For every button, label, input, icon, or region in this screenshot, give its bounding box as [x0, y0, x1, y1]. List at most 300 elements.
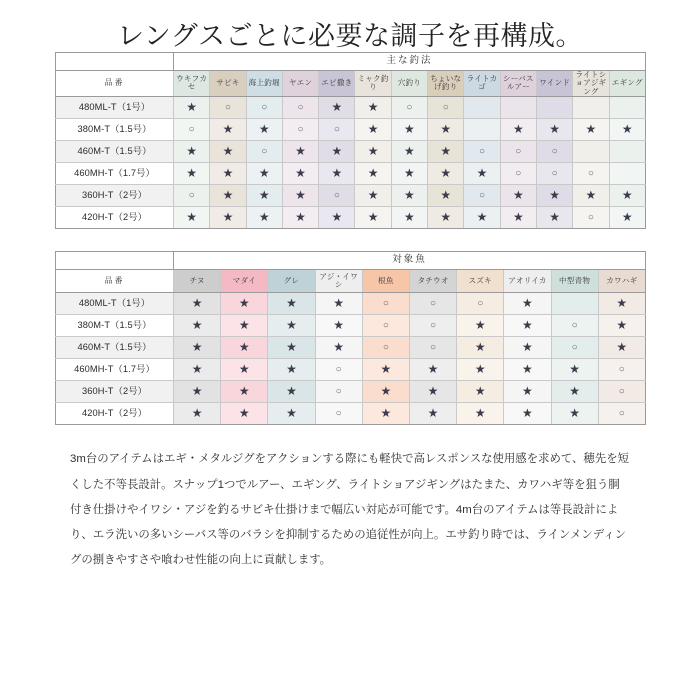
circle-icon: ○: [382, 342, 389, 354]
rating-cell: [210, 119, 246, 141]
star-icon: ★: [367, 121, 379, 136]
rating-cell: [174, 315, 221, 337]
row-label: 420H-T（2号）: [56, 403, 174, 425]
rating-cell: [551, 381, 598, 403]
rating-cell: [319, 207, 355, 229]
rating-cell: [457, 359, 504, 381]
rating-cell: [428, 163, 464, 185]
rating-cell: [504, 315, 551, 337]
rating-cell: [391, 207, 427, 229]
table-row: [56, 403, 646, 425]
star-icon: ★: [367, 143, 379, 158]
circle-icon: ○: [618, 386, 625, 398]
star-icon: ★: [621, 121, 633, 136]
circle-icon: ○: [297, 124, 304, 136]
group-header-blank: [56, 52, 174, 70]
rating-cell: [355, 141, 391, 163]
star-icon: ★: [258, 187, 270, 202]
table-row: [56, 141, 646, 163]
rating-cell: [246, 119, 282, 141]
rating-cell: [221, 337, 268, 359]
row-label: 460M-T（1.5号）: [56, 337, 174, 359]
star-icon: ★: [549, 121, 560, 136]
rating-cell: [315, 403, 362, 425]
circle-icon: ○: [479, 146, 486, 158]
rating-cell: [174, 359, 221, 381]
star-icon: ★: [440, 209, 452, 224]
rating-cell: [536, 185, 572, 207]
rating-cell: [282, 185, 318, 207]
star-icon: ★: [522, 339, 533, 354]
star-icon: ★: [186, 165, 198, 180]
circle-icon: ○: [587, 168, 594, 180]
rating-cell: [409, 381, 456, 403]
circle-icon: ○: [406, 102, 413, 114]
rating-cell: [573, 163, 609, 185]
rating-cell: [464, 97, 500, 119]
rating-cell: [464, 119, 500, 141]
rating-cell: [573, 185, 609, 207]
star-icon: ★: [222, 165, 234, 180]
rating-cell: [504, 293, 551, 315]
column-header-7: スズキ: [457, 270, 504, 293]
rating-cell: [464, 185, 500, 207]
description-paragraph: 3m台のアイテムはエギ・メタルジグをアクションする際にも軽快で高レスポンスな使用感を求めて、穂先を短くした不等長設計。スナップ1つでルアー、エギング、ライトショアジギングはたまた、カワハギ等を狙う胴付き仕掛けやイワシ・アジを釣るサビキ仕掛けまで幅広い対応が可能です。4m台のアイテムは等長設計により、エラ洗いの多いシーバス等のバラシを抑制するための追従性が向上。エサ釣り時では、ラインメンディングの捌きやすさや喰わせ性能の向上に貢献します。: [70, 453, 629, 567]
rating-cell: [536, 141, 572, 163]
rating-cell: [391, 163, 427, 185]
circle-icon: ○: [618, 364, 625, 376]
rating-cell: [174, 141, 210, 163]
star-icon: ★: [404, 143, 415, 158]
rating-cell: [500, 207, 536, 229]
star-icon: ★: [295, 165, 306, 180]
column-header-13: エギング: [609, 70, 645, 97]
star-icon: ★: [404, 165, 415, 180]
star-icon: ★: [191, 339, 203, 354]
star-icon: ★: [404, 121, 415, 136]
star-icon: ★: [238, 361, 250, 376]
rating-cell: [362, 403, 409, 425]
rating-cell: [609, 97, 645, 119]
rating-cell: [355, 119, 391, 141]
circle-icon: ○: [382, 320, 389, 332]
circle-icon: ○: [571, 342, 578, 354]
rating-cell: [428, 207, 464, 229]
rating-cell: [315, 359, 362, 381]
star-icon: ★: [286, 405, 297, 420]
rating-cell: [504, 381, 551, 403]
star-icon: ★: [585, 187, 597, 202]
column-header-6: ミャク釣り: [355, 70, 391, 97]
circle-icon: ○: [335, 364, 342, 376]
rating-cell: [428, 97, 464, 119]
rating-cell: [464, 163, 500, 185]
star-icon: ★: [367, 99, 379, 114]
rating-cell: [319, 141, 355, 163]
star-icon: ★: [295, 187, 306, 202]
star-icon: ★: [367, 209, 379, 224]
rating-cell: [428, 185, 464, 207]
star-icon: ★: [258, 121, 270, 136]
rating-cell: [551, 337, 598, 359]
rating-cell: [246, 163, 282, 185]
rating-cell: [536, 163, 572, 185]
circle-icon: ○: [224, 102, 231, 114]
rating-cell: [268, 381, 315, 403]
star-icon: ★: [440, 187, 452, 202]
rating-cell: [598, 381, 645, 403]
circle-icon: ○: [571, 320, 578, 332]
table-row: [56, 293, 646, 315]
rating-cell: [362, 293, 409, 315]
rating-cell: [551, 315, 598, 337]
circle-icon: ○: [261, 146, 268, 158]
star-icon: ★: [331, 99, 343, 114]
rating-cell: [500, 163, 536, 185]
rating-cell: [174, 337, 221, 359]
rating-cell: [174, 381, 221, 403]
star-icon: ★: [258, 209, 270, 224]
table-row: [56, 97, 646, 119]
table-column-header-row: [56, 270, 646, 293]
table-row: [56, 119, 646, 141]
star-icon: ★: [569, 405, 580, 420]
star-icon: ★: [440, 121, 452, 136]
star-icon: ★: [616, 317, 628, 332]
rating-cell: [409, 293, 456, 315]
circle-icon: ○: [430, 342, 437, 354]
rating-cell: [355, 97, 391, 119]
rating-cell: [573, 97, 609, 119]
rating-cell: [464, 141, 500, 163]
rating-cell: [362, 381, 409, 403]
star-icon: ★: [295, 209, 306, 224]
rating-cell: [536, 97, 572, 119]
rating-cell: [268, 293, 315, 315]
rating-cell: [536, 207, 572, 229]
column-header-8: アオリイカ: [504, 270, 551, 293]
row-label: 480ML-T（1号）: [56, 293, 174, 315]
column-header-part-number: 品番: [56, 70, 174, 97]
rating-cell: [221, 315, 268, 337]
rating-cell: [174, 97, 210, 119]
circle-icon: ○: [382, 298, 389, 310]
column-header-9: 中型青物: [551, 270, 598, 293]
star-icon: ★: [333, 339, 345, 354]
star-icon: ★: [331, 165, 343, 180]
star-icon: ★: [186, 99, 198, 114]
rating-cell: [174, 185, 210, 207]
rating-cell: [362, 359, 409, 381]
table-row: [56, 381, 646, 403]
rating-cell: [428, 119, 464, 141]
circle-icon: ○: [430, 298, 437, 310]
rating-cell: [355, 185, 391, 207]
row-label: 480ML-T（1号）: [56, 97, 174, 119]
rating-cell: [500, 141, 536, 163]
star-icon: ★: [512, 209, 524, 224]
star-icon: ★: [404, 187, 415, 202]
column-header-1: ウキフカセ: [174, 70, 210, 97]
star-icon: ★: [476, 209, 488, 224]
group-header-label: 主な釣法: [174, 52, 646, 70]
star-icon: ★: [427, 383, 439, 398]
circle-icon: ○: [618, 408, 625, 420]
rating-cell: [362, 315, 409, 337]
star-icon: ★: [569, 383, 580, 398]
rating-cell: [504, 403, 551, 425]
star-icon: ★: [474, 383, 486, 398]
rating-cell: [457, 315, 504, 337]
star-icon: ★: [380, 405, 392, 420]
rating-cell: [174, 293, 221, 315]
star-icon: ★: [238, 295, 250, 310]
rating-cell: [573, 119, 609, 141]
column-header-10: シーバスルアー: [500, 70, 536, 97]
rating-cell: [210, 141, 246, 163]
rating-cell: [409, 403, 456, 425]
target-fish-table-wrap: [55, 251, 645, 425]
column-header-1: チヌ: [174, 270, 221, 293]
table-group-header-row: [56, 52, 646, 70]
rating-cell: [210, 97, 246, 119]
star-icon: ★: [191, 383, 203, 398]
column-header-6: タチウオ: [409, 270, 456, 293]
rating-cell: [221, 293, 268, 315]
table-row: [56, 163, 646, 185]
page-title: レングスごとに必要な調子を再構成。: [116, 21, 583, 51]
star-icon: ★: [286, 361, 297, 376]
star-icon: ★: [474, 361, 486, 376]
rating-cell: [246, 141, 282, 163]
star-icon: ★: [191, 361, 203, 376]
column-header-7: 穴釣り: [391, 70, 427, 97]
star-icon: ★: [367, 187, 379, 202]
column-header-3: グレ: [268, 270, 315, 293]
rating-cell: [504, 359, 551, 381]
star-icon: ★: [440, 165, 452, 180]
star-icon: ★: [474, 339, 486, 354]
rating-cell: [319, 97, 355, 119]
star-icon: ★: [222, 121, 234, 136]
circle-icon: ○: [335, 386, 342, 398]
rating-cell: [221, 381, 268, 403]
star-icon: ★: [616, 339, 628, 354]
circle-icon: ○: [188, 124, 195, 136]
circle-icon: ○: [297, 102, 304, 114]
star-icon: ★: [222, 187, 234, 202]
circle-icon: ○: [587, 212, 594, 224]
star-icon: ★: [512, 187, 524, 202]
rating-cell: [282, 207, 318, 229]
star-icon: ★: [331, 143, 343, 158]
star-icon: ★: [186, 209, 198, 224]
star-icon: ★: [427, 405, 439, 420]
rating-cell: [551, 359, 598, 381]
star-icon: ★: [522, 383, 533, 398]
star-icon: ★: [474, 317, 486, 332]
circle-icon: ○: [333, 124, 340, 136]
circle-icon: ○: [479, 190, 486, 202]
row-label: 380M-T（1.5号）: [56, 315, 174, 337]
star-icon: ★: [522, 361, 533, 376]
star-icon: ★: [222, 143, 234, 158]
star-icon: ★: [380, 383, 392, 398]
column-header-part-number: 品番: [56, 270, 174, 293]
row-label: 360H-T（2号）: [56, 185, 174, 207]
row-label: 460MH-T（1.7号）: [56, 163, 174, 185]
column-header-9: ライトカゴ: [464, 70, 500, 97]
column-header-4: ヤエン: [282, 70, 318, 97]
star-icon: ★: [186, 143, 198, 158]
rating-cell: [315, 381, 362, 403]
circle-icon: ○: [188, 190, 195, 202]
star-icon: ★: [286, 295, 297, 310]
column-header-10: カワハギ: [598, 270, 645, 293]
rating-cell: [174, 207, 210, 229]
star-icon: ★: [238, 383, 250, 398]
rating-cell: [362, 337, 409, 359]
rating-cell: [210, 185, 246, 207]
column-header-4: アジ・イワシ: [315, 270, 362, 293]
column-header-11: ワインド: [536, 70, 572, 97]
rating-cell: [500, 97, 536, 119]
group-header-label: 対象魚: [174, 252, 646, 270]
rating-cell: [391, 97, 427, 119]
rating-cell: [457, 381, 504, 403]
group-header-blank: [56, 252, 174, 270]
rating-cell: [409, 315, 456, 337]
fishing-method-table: [55, 52, 646, 230]
rating-cell: [268, 359, 315, 381]
column-header-2: サビキ: [210, 70, 246, 97]
rating-cell: [598, 337, 645, 359]
rating-cell: [391, 185, 427, 207]
rating-cell: [573, 141, 609, 163]
rating-cell: [598, 315, 645, 337]
column-header-12: ライトショアジギング: [573, 70, 609, 97]
star-icon: ★: [191, 405, 203, 420]
circle-icon: ○: [515, 146, 522, 158]
star-icon: ★: [621, 187, 633, 202]
row-label: 380M-T（1.5号）: [56, 119, 174, 141]
rating-cell: [391, 119, 427, 141]
circle-icon: ○: [551, 146, 558, 158]
rating-cell: [551, 293, 598, 315]
rating-cell: [428, 141, 464, 163]
rating-cell: [609, 141, 645, 163]
rating-cell: [174, 163, 210, 185]
rating-cell: [409, 359, 456, 381]
circle-icon: ○: [477, 298, 484, 310]
star-icon: ★: [585, 121, 597, 136]
column-header-5: 根魚: [362, 270, 409, 293]
table-column-header-row: [56, 70, 646, 97]
rating-cell: [609, 163, 645, 185]
star-icon: ★: [569, 361, 580, 376]
star-icon: ★: [427, 361, 439, 376]
rating-cell: [246, 185, 282, 207]
target-fish-table: [55, 251, 646, 425]
circle-icon: ○: [442, 102, 449, 114]
rating-cell: [355, 163, 391, 185]
star-icon: ★: [191, 295, 203, 310]
star-icon: ★: [621, 209, 633, 224]
rating-cell: [500, 119, 536, 141]
rating-cell: [315, 337, 362, 359]
circle-icon: ○: [430, 320, 437, 332]
rating-cell: [282, 163, 318, 185]
star-icon: ★: [238, 339, 250, 354]
circle-icon: ○: [261, 102, 268, 114]
row-label: 460M-T（1.5号）: [56, 141, 174, 163]
star-icon: ★: [295, 143, 306, 158]
table-row: [56, 315, 646, 337]
star-icon: ★: [522, 405, 533, 420]
star-icon: ★: [286, 317, 297, 332]
rating-cell: [464, 207, 500, 229]
circle-icon: ○: [335, 408, 342, 420]
star-icon: ★: [367, 165, 379, 180]
rating-cell: [609, 185, 645, 207]
rating-cell: [457, 337, 504, 359]
star-icon: ★: [222, 209, 234, 224]
rating-cell: [457, 293, 504, 315]
column-header-8: ちょいなげ釣り: [428, 70, 464, 97]
rating-cell: [221, 359, 268, 381]
rating-cell: [500, 185, 536, 207]
rating-cell: [319, 119, 355, 141]
rating-cell: [457, 403, 504, 425]
rating-cell: [246, 97, 282, 119]
rating-cell: [315, 315, 362, 337]
star-icon: ★: [286, 339, 297, 354]
rating-cell: [609, 119, 645, 141]
star-icon: ★: [522, 295, 533, 310]
rating-cell: [174, 403, 221, 425]
rating-cell: [409, 337, 456, 359]
rating-cell: [221, 403, 268, 425]
rating-cell: [268, 315, 315, 337]
rating-cell: [319, 185, 355, 207]
rating-cell: [609, 207, 645, 229]
rating-cell: [598, 293, 645, 315]
star-icon: ★: [440, 143, 452, 158]
star-icon: ★: [404, 209, 415, 224]
table-group-header-row: [56, 252, 646, 270]
star-icon: ★: [286, 383, 297, 398]
table-row: [56, 207, 646, 229]
rating-cell: [210, 207, 246, 229]
row-label: 460MH-T（1.7号）: [56, 359, 174, 381]
star-icon: ★: [191, 317, 203, 332]
star-icon: ★: [238, 405, 250, 420]
row-label: 420H-T（2号）: [56, 207, 174, 229]
row-label: 360H-T（2号）: [56, 381, 174, 403]
star-icon: ★: [549, 187, 560, 202]
rating-cell: [174, 119, 210, 141]
star-icon: ★: [238, 317, 250, 332]
rating-cell: [391, 141, 427, 163]
star-icon: ★: [549, 209, 560, 224]
table-row: [56, 337, 646, 359]
rating-cell: [282, 119, 318, 141]
rating-cell: [319, 163, 355, 185]
star-icon: ★: [616, 295, 628, 310]
rating-cell: [504, 337, 551, 359]
star-icon: ★: [512, 121, 524, 136]
circle-icon: ○: [551, 168, 558, 180]
